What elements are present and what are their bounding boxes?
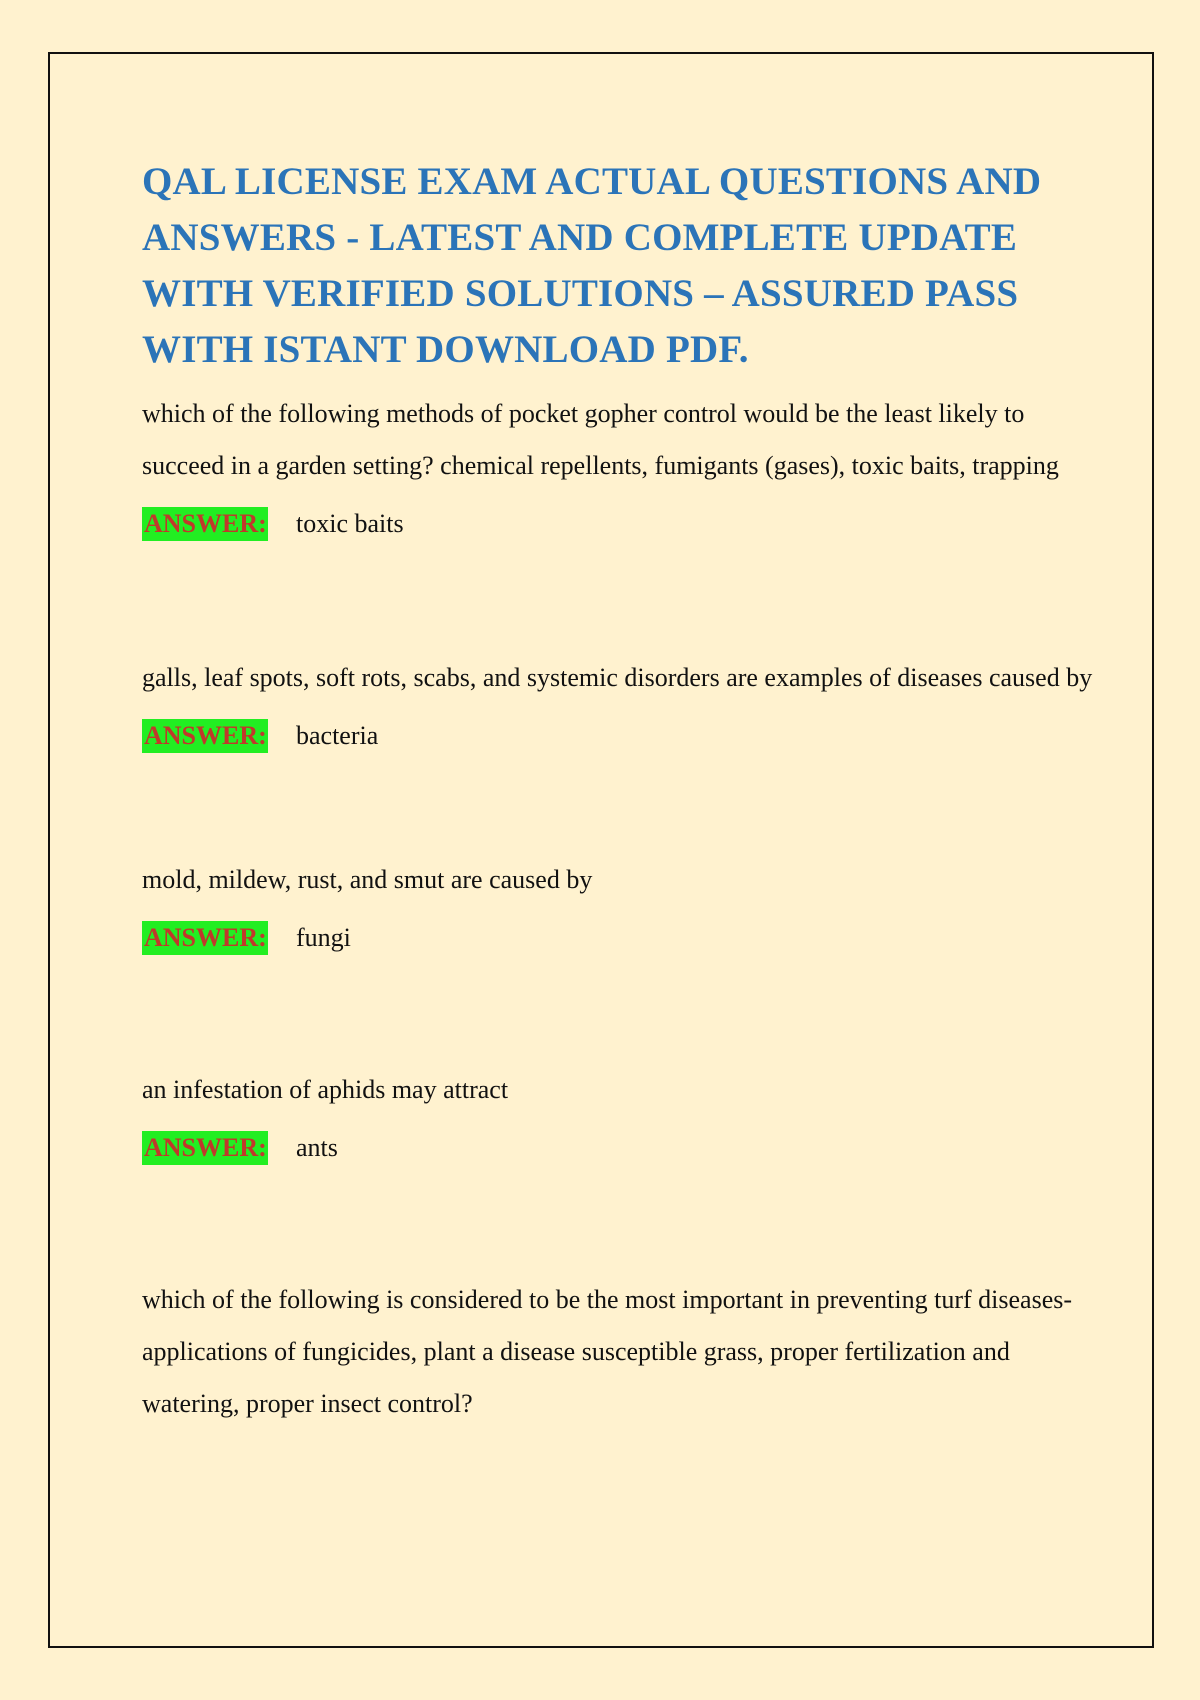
answer-row (142, 506, 1102, 542)
question-text: which of the following methods of pocket gopher control would be the least likely to succeed in a garden setting? chemical repellents, fumigants (gases), toxic baits, trapping (142, 399, 1059, 480)
question-text: which of the following is considered to be the most important in preventing turf diseases- applications of fungicides, plant a disease susceptible grass, proper fertilization and watering, proper insect control? (142, 1285, 1073, 1418)
question-text: mold, mildew, rust, and smut are caused by (142, 865, 593, 894)
answer-text: toxic baits (296, 509, 404, 538)
answer-label: ANSWER: (142, 507, 268, 541)
question-text: an infestation of aphids may attract (142, 1075, 509, 1104)
page-content (142, 154, 1102, 1430)
document-title: QAL LICENSE EXAM ACTUAL QUESTIONS AND ANSWERS - LATEST AND COMPLETE UPDATE WITH VERIFIED SOLUTIONS – ASSURED PASS WITH ISTANT DOWNLOAD PDF. (142, 160, 1042, 371)
qa-item (142, 1274, 1102, 1430)
qa-item (142, 1064, 1102, 1166)
answer-label: ANSWER: (142, 921, 268, 955)
qa-item (142, 652, 1102, 754)
answer-text: fungi (296, 923, 351, 952)
answer-label: ANSWER: (142, 719, 268, 753)
question-text: galls, leaf spots, soft rots, scabs, and systemic disorders are examples of diseases caused by (142, 663, 1093, 692)
answer-row (142, 920, 1102, 956)
document-page (48, 52, 1154, 1648)
answer-label: ANSWER: (142, 1131, 268, 1165)
answer-text: bacteria (296, 721, 379, 750)
answer-row (142, 718, 1102, 754)
qa-item (142, 854, 1102, 956)
qa-item (142, 388, 1102, 542)
answer-text: ants (296, 1133, 338, 1162)
answer-row (142, 1130, 1102, 1166)
